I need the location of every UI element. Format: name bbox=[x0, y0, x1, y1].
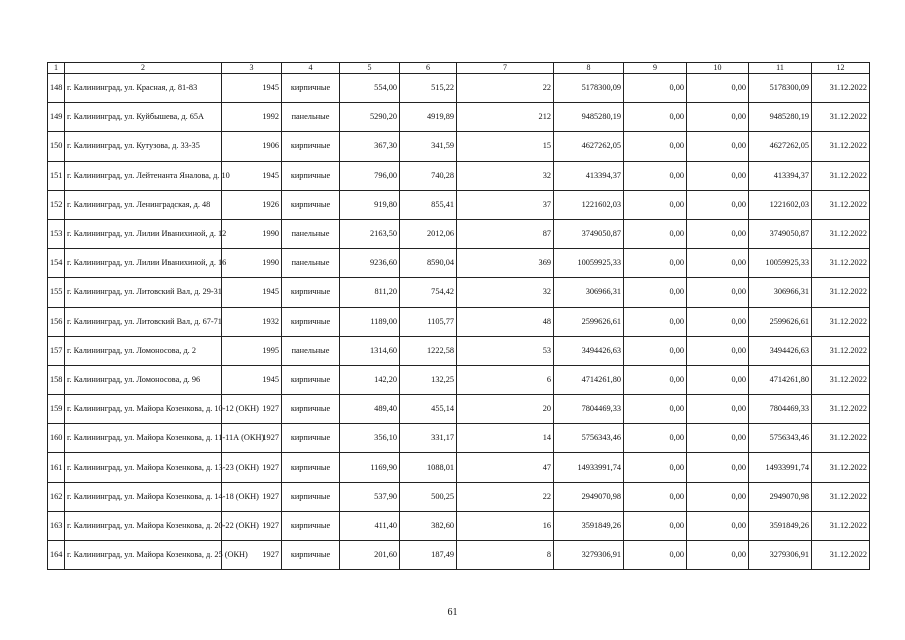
date-cell: 31.12.2022 bbox=[812, 453, 870, 482]
date-cell: 31.12.2022 bbox=[812, 103, 870, 132]
value-cell: 0,00 bbox=[687, 453, 749, 482]
date-cell: 31.12.2022 bbox=[812, 365, 870, 394]
value-cell: 8 bbox=[457, 541, 554, 570]
column-header: 5 bbox=[340, 63, 400, 74]
year-built-cell: 1927 bbox=[222, 424, 282, 453]
value-cell: 0,00 bbox=[624, 249, 687, 278]
year-built-cell: 1945 bbox=[222, 278, 282, 307]
value-cell: 4714261,80 bbox=[749, 365, 812, 394]
date-cell: 31.12.2022 bbox=[812, 307, 870, 336]
value-cell: 554,00 bbox=[340, 74, 400, 103]
column-header: 8 bbox=[554, 63, 624, 74]
value-cell: 0,00 bbox=[687, 219, 749, 248]
year-built-cell: 1926 bbox=[222, 190, 282, 219]
value-cell: 0,00 bbox=[687, 132, 749, 161]
value-cell: 796,00 bbox=[340, 161, 400, 190]
value-cell: 3494426,63 bbox=[749, 336, 812, 365]
year-built-cell: 1906 bbox=[222, 132, 282, 161]
wall-material-cell: панельные bbox=[282, 219, 340, 248]
date-cell: 31.12.2022 bbox=[812, 161, 870, 190]
date-cell: 31.12.2022 bbox=[812, 511, 870, 540]
value-cell: 1221602,03 bbox=[554, 190, 624, 219]
value-cell: 1189,00 bbox=[340, 307, 400, 336]
table-row bbox=[48, 219, 870, 248]
value-cell: 5756343,46 bbox=[749, 424, 812, 453]
value-cell: 413394,37 bbox=[749, 161, 812, 190]
value-cell: 3279306,91 bbox=[554, 541, 624, 570]
wall-material-cell: кирпичные bbox=[282, 541, 340, 570]
year-built-cell: 1927 bbox=[222, 395, 282, 424]
row-number-cell: 160 bbox=[48, 424, 65, 453]
page-number: 61 bbox=[447, 607, 458, 618]
value-cell: 3494426,63 bbox=[554, 336, 624, 365]
address-cell: г. Калининград, ул. Литовский Вал, д. 29-31 bbox=[65, 278, 222, 307]
value-cell: 0,00 bbox=[687, 395, 749, 424]
year-built-cell: 1990 bbox=[222, 249, 282, 278]
value-cell: 306966,31 bbox=[749, 278, 812, 307]
year-built-cell: 1927 bbox=[222, 482, 282, 511]
wall-material-cell: кирпичные bbox=[282, 307, 340, 336]
address-cell: г. Калининград, ул. Лилии Иванихиной, д. 12 bbox=[65, 219, 222, 248]
table-row bbox=[48, 511, 870, 540]
column-header: 7 bbox=[457, 63, 554, 74]
wall-material-cell: кирпичные bbox=[282, 278, 340, 307]
value-cell: 919,80 bbox=[340, 190, 400, 219]
value-cell: 0,00 bbox=[624, 307, 687, 336]
table-row bbox=[48, 424, 870, 453]
value-cell: 0,00 bbox=[687, 103, 749, 132]
wall-material-cell: кирпичные bbox=[282, 132, 340, 161]
value-cell: 212 bbox=[457, 103, 554, 132]
value-cell: 3279306,91 bbox=[749, 541, 812, 570]
value-cell: 16 bbox=[457, 511, 554, 540]
row-number-cell: 150 bbox=[48, 132, 65, 161]
wall-material-cell: кирпичные bbox=[282, 365, 340, 394]
address-cell: г. Калининград, ул. Кутузова, д. 33-35 bbox=[65, 132, 222, 161]
wall-material-cell: кирпичные bbox=[282, 482, 340, 511]
value-cell: 53 bbox=[457, 336, 554, 365]
value-cell: 0,00 bbox=[687, 511, 749, 540]
value-cell: 3749050,87 bbox=[554, 219, 624, 248]
row-number-cell: 153 bbox=[48, 219, 65, 248]
address-cell: г. Калининград, ул. Красная, д. 81-83 bbox=[65, 74, 222, 103]
date-cell: 31.12.2022 bbox=[812, 278, 870, 307]
row-number-cell: 164 bbox=[48, 541, 65, 570]
value-cell: 0,00 bbox=[624, 278, 687, 307]
column-header: 9 bbox=[624, 63, 687, 74]
value-cell: 5178300,09 bbox=[554, 74, 624, 103]
date-cell: 31.12.2022 bbox=[812, 541, 870, 570]
column-header: 11 bbox=[749, 63, 812, 74]
wall-material-cell: кирпичные bbox=[282, 453, 340, 482]
table-row bbox=[48, 336, 870, 365]
value-cell: 1221602,03 bbox=[749, 190, 812, 219]
year-built-cell: 1945 bbox=[222, 161, 282, 190]
value-cell: 341,59 bbox=[400, 132, 457, 161]
row-number-cell: 152 bbox=[48, 190, 65, 219]
value-cell: 87 bbox=[457, 219, 554, 248]
value-cell: 0,00 bbox=[624, 336, 687, 365]
value-cell: 8590,04 bbox=[400, 249, 457, 278]
value-cell: 331,17 bbox=[400, 424, 457, 453]
table-row bbox=[48, 482, 870, 511]
value-cell: 1169,90 bbox=[340, 453, 400, 482]
value-cell: 5178300,09 bbox=[749, 74, 812, 103]
table-row bbox=[48, 541, 870, 570]
value-cell: 1314,60 bbox=[340, 336, 400, 365]
address-cell: г. Калининград, ул. Лейтенанта Яналова, д. 10 bbox=[65, 161, 222, 190]
address-cell: г. Калининград, ул. Куйбышева, д. 65А bbox=[65, 103, 222, 132]
wall-material-cell: панельные bbox=[282, 336, 340, 365]
value-cell: 48 bbox=[457, 307, 554, 336]
date-cell: 31.12.2022 bbox=[812, 132, 870, 161]
value-cell: 47 bbox=[457, 453, 554, 482]
address-cell: г. Калининград, ул. Майора Козенкова, д. 13-23 (ОКН) bbox=[65, 453, 222, 482]
value-cell: 20 bbox=[457, 395, 554, 424]
value-cell: 132,25 bbox=[400, 365, 457, 394]
value-cell: 0,00 bbox=[624, 132, 687, 161]
table-body bbox=[48, 63, 870, 570]
address-cell: г. Калининград, ул. Ломоносова, д. 96 bbox=[65, 365, 222, 394]
value-cell: 413394,37 bbox=[554, 161, 624, 190]
value-cell: 187,49 bbox=[400, 541, 457, 570]
column-header: 4 bbox=[282, 63, 340, 74]
value-cell: 0,00 bbox=[624, 103, 687, 132]
wall-material-cell: кирпичные bbox=[282, 161, 340, 190]
value-cell: 2599626,61 bbox=[554, 307, 624, 336]
row-number-cell: 159 bbox=[48, 395, 65, 424]
address-cell: г. Калининград, ул. Майора Козенкова, д. 10-12 (ОКН) bbox=[65, 395, 222, 424]
row-number-cell: 149 bbox=[48, 103, 65, 132]
row-number-cell: 162 bbox=[48, 482, 65, 511]
value-cell: 3591849,26 bbox=[749, 511, 812, 540]
date-cell: 31.12.2022 bbox=[812, 219, 870, 248]
value-cell: 855,41 bbox=[400, 190, 457, 219]
value-cell: 0,00 bbox=[687, 541, 749, 570]
value-cell: 1105,77 bbox=[400, 307, 457, 336]
column-header: 3 bbox=[222, 63, 282, 74]
year-built-cell: 1945 bbox=[222, 365, 282, 394]
address-cell: г. Калининград, ул. Майора Козенкова, д. 20-22 (ОКН) bbox=[65, 511, 222, 540]
value-cell: 2949070,98 bbox=[749, 482, 812, 511]
wall-material-cell: кирпичные bbox=[282, 511, 340, 540]
column-number-row bbox=[48, 63, 870, 74]
wall-material-cell: кирпичные bbox=[282, 190, 340, 219]
value-cell: 754,42 bbox=[400, 278, 457, 307]
table-row bbox=[48, 103, 870, 132]
value-cell: 489,40 bbox=[340, 395, 400, 424]
year-built-cell: 1927 bbox=[222, 541, 282, 570]
table-row bbox=[48, 161, 870, 190]
value-cell: 0,00 bbox=[687, 161, 749, 190]
value-cell: 537,90 bbox=[340, 482, 400, 511]
value-cell: 0,00 bbox=[624, 482, 687, 511]
value-cell: 6 bbox=[457, 365, 554, 394]
value-cell: 10059925,33 bbox=[554, 249, 624, 278]
table-row bbox=[48, 307, 870, 336]
value-cell: 2012,06 bbox=[400, 219, 457, 248]
year-built-cell: 1945 bbox=[222, 74, 282, 103]
value-cell: 4627262,05 bbox=[749, 132, 812, 161]
row-number-cell: 154 bbox=[48, 249, 65, 278]
date-cell: 31.12.2022 bbox=[812, 482, 870, 511]
year-built-cell: 1927 bbox=[222, 511, 282, 540]
value-cell: 0,00 bbox=[687, 365, 749, 394]
table-row bbox=[48, 453, 870, 482]
row-number-cell: 156 bbox=[48, 307, 65, 336]
table-row bbox=[48, 249, 870, 278]
date-cell: 31.12.2022 bbox=[812, 190, 870, 219]
row-number-cell: 161 bbox=[48, 453, 65, 482]
column-header: 12 bbox=[812, 63, 870, 74]
value-cell: 515,22 bbox=[400, 74, 457, 103]
value-cell: 37 bbox=[457, 190, 554, 219]
value-cell: 15 bbox=[457, 132, 554, 161]
date-cell: 31.12.2022 bbox=[812, 424, 870, 453]
table-row bbox=[48, 278, 870, 307]
value-cell: 22 bbox=[457, 482, 554, 511]
value-cell: 0,00 bbox=[687, 74, 749, 103]
value-cell: 7804469,33 bbox=[749, 395, 812, 424]
value-cell: 32 bbox=[457, 278, 554, 307]
value-cell: 4627262,05 bbox=[554, 132, 624, 161]
column-header: 1 bbox=[48, 63, 65, 74]
value-cell: 0,00 bbox=[687, 249, 749, 278]
value-cell: 0,00 bbox=[624, 424, 687, 453]
year-built-cell: 1990 bbox=[222, 219, 282, 248]
value-cell: 4714261,80 bbox=[554, 365, 624, 394]
value-cell: 3591849,26 bbox=[554, 511, 624, 540]
value-cell: 0,00 bbox=[687, 336, 749, 365]
value-cell: 367,30 bbox=[340, 132, 400, 161]
value-cell: 0,00 bbox=[687, 278, 749, 307]
value-cell: 0,00 bbox=[624, 190, 687, 219]
wall-material-cell: кирпичные bbox=[282, 424, 340, 453]
value-cell: 0,00 bbox=[687, 424, 749, 453]
value-cell: 0,00 bbox=[624, 74, 687, 103]
wall-material-cell: кирпичные bbox=[282, 74, 340, 103]
value-cell: 500,25 bbox=[400, 482, 457, 511]
row-number-cell: 155 bbox=[48, 278, 65, 307]
value-cell: 0,00 bbox=[687, 190, 749, 219]
row-number-cell: 148 bbox=[48, 74, 65, 103]
value-cell: 10059925,33 bbox=[749, 249, 812, 278]
value-cell: 0,00 bbox=[624, 219, 687, 248]
table-row bbox=[48, 395, 870, 424]
value-cell: 14 bbox=[457, 424, 554, 453]
value-cell: 0,00 bbox=[624, 161, 687, 190]
year-built-cell: 1932 bbox=[222, 307, 282, 336]
date-cell: 31.12.2022 bbox=[812, 336, 870, 365]
housing-register-table bbox=[47, 62, 870, 570]
value-cell: 356,10 bbox=[340, 424, 400, 453]
value-cell: 2163,50 bbox=[340, 219, 400, 248]
value-cell: 0,00 bbox=[624, 541, 687, 570]
address-cell: г. Калининград, ул. Майора Козенкова, д. 25 (ОКН) bbox=[65, 541, 222, 570]
value-cell: 2949070,98 bbox=[554, 482, 624, 511]
value-cell: 142,20 bbox=[340, 365, 400, 394]
value-cell: 9236,60 bbox=[340, 249, 400, 278]
value-cell: 22 bbox=[457, 74, 554, 103]
value-cell: 3749050,87 bbox=[749, 219, 812, 248]
value-cell: 7804469,33 bbox=[554, 395, 624, 424]
value-cell: 740,28 bbox=[400, 161, 457, 190]
value-cell: 306966,31 bbox=[554, 278, 624, 307]
wall-material-cell: панельные bbox=[282, 249, 340, 278]
value-cell: 14933991,74 bbox=[554, 453, 624, 482]
wall-material-cell: панельные bbox=[282, 103, 340, 132]
value-cell: 5290,20 bbox=[340, 103, 400, 132]
value-cell: 2599626,61 bbox=[749, 307, 812, 336]
value-cell: 5756343,46 bbox=[554, 424, 624, 453]
value-cell: 14933991,74 bbox=[749, 453, 812, 482]
value-cell: 32 bbox=[457, 161, 554, 190]
value-cell: 9485280,19 bbox=[554, 103, 624, 132]
address-cell: г. Калининград, ул. Майора Козенкова, д. 14-18 (ОКН) bbox=[65, 482, 222, 511]
value-cell: 382,60 bbox=[400, 511, 457, 540]
row-number-cell: 157 bbox=[48, 336, 65, 365]
value-cell: 811,20 bbox=[340, 278, 400, 307]
row-number-cell: 158 bbox=[48, 365, 65, 394]
year-built-cell: 1927 bbox=[222, 453, 282, 482]
address-cell: г. Калининград, ул. Лилии Иванихиной, д. 16 bbox=[65, 249, 222, 278]
column-header: 6 bbox=[400, 63, 457, 74]
address-cell: г. Калининград, ул. Литовский Вал, д. 67-71 bbox=[65, 307, 222, 336]
row-number-cell: 151 bbox=[48, 161, 65, 190]
value-cell: 0,00 bbox=[624, 365, 687, 394]
year-built-cell: 1992 bbox=[222, 103, 282, 132]
table-row bbox=[48, 74, 870, 103]
address-cell: г. Калининград, ул. Ломоносова, д. 2 bbox=[65, 336, 222, 365]
value-cell: 201,60 bbox=[340, 541, 400, 570]
value-cell: 4919,89 bbox=[400, 103, 457, 132]
value-cell: 369 bbox=[457, 249, 554, 278]
table-row bbox=[48, 132, 870, 161]
table-row bbox=[48, 365, 870, 394]
value-cell: 0,00 bbox=[687, 482, 749, 511]
year-built-cell: 1995 bbox=[222, 336, 282, 365]
value-cell: 0,00 bbox=[624, 395, 687, 424]
value-cell: 9485280,19 bbox=[749, 103, 812, 132]
wall-material-cell: кирпичные bbox=[282, 395, 340, 424]
row-number-cell: 163 bbox=[48, 511, 65, 540]
value-cell: 0,00 bbox=[624, 511, 687, 540]
value-cell: 455,14 bbox=[400, 395, 457, 424]
address-cell: г. Калининград, ул. Майора Козенкова, д. 11-11А (ОКН) bbox=[65, 424, 222, 453]
column-header: 10 bbox=[687, 63, 749, 74]
address-cell: г. Калининград, ул. Ленинградская, д. 48 bbox=[65, 190, 222, 219]
table-row bbox=[48, 190, 870, 219]
value-cell: 0,00 bbox=[687, 307, 749, 336]
value-cell: 0,00 bbox=[624, 453, 687, 482]
value-cell: 1222,58 bbox=[400, 336, 457, 365]
date-cell: 31.12.2022 bbox=[812, 249, 870, 278]
value-cell: 411,40 bbox=[340, 511, 400, 540]
value-cell: 1088,01 bbox=[400, 453, 457, 482]
date-cell: 31.12.2022 bbox=[812, 395, 870, 424]
column-header: 2 bbox=[65, 63, 222, 74]
date-cell: 31.12.2022 bbox=[812, 74, 870, 103]
